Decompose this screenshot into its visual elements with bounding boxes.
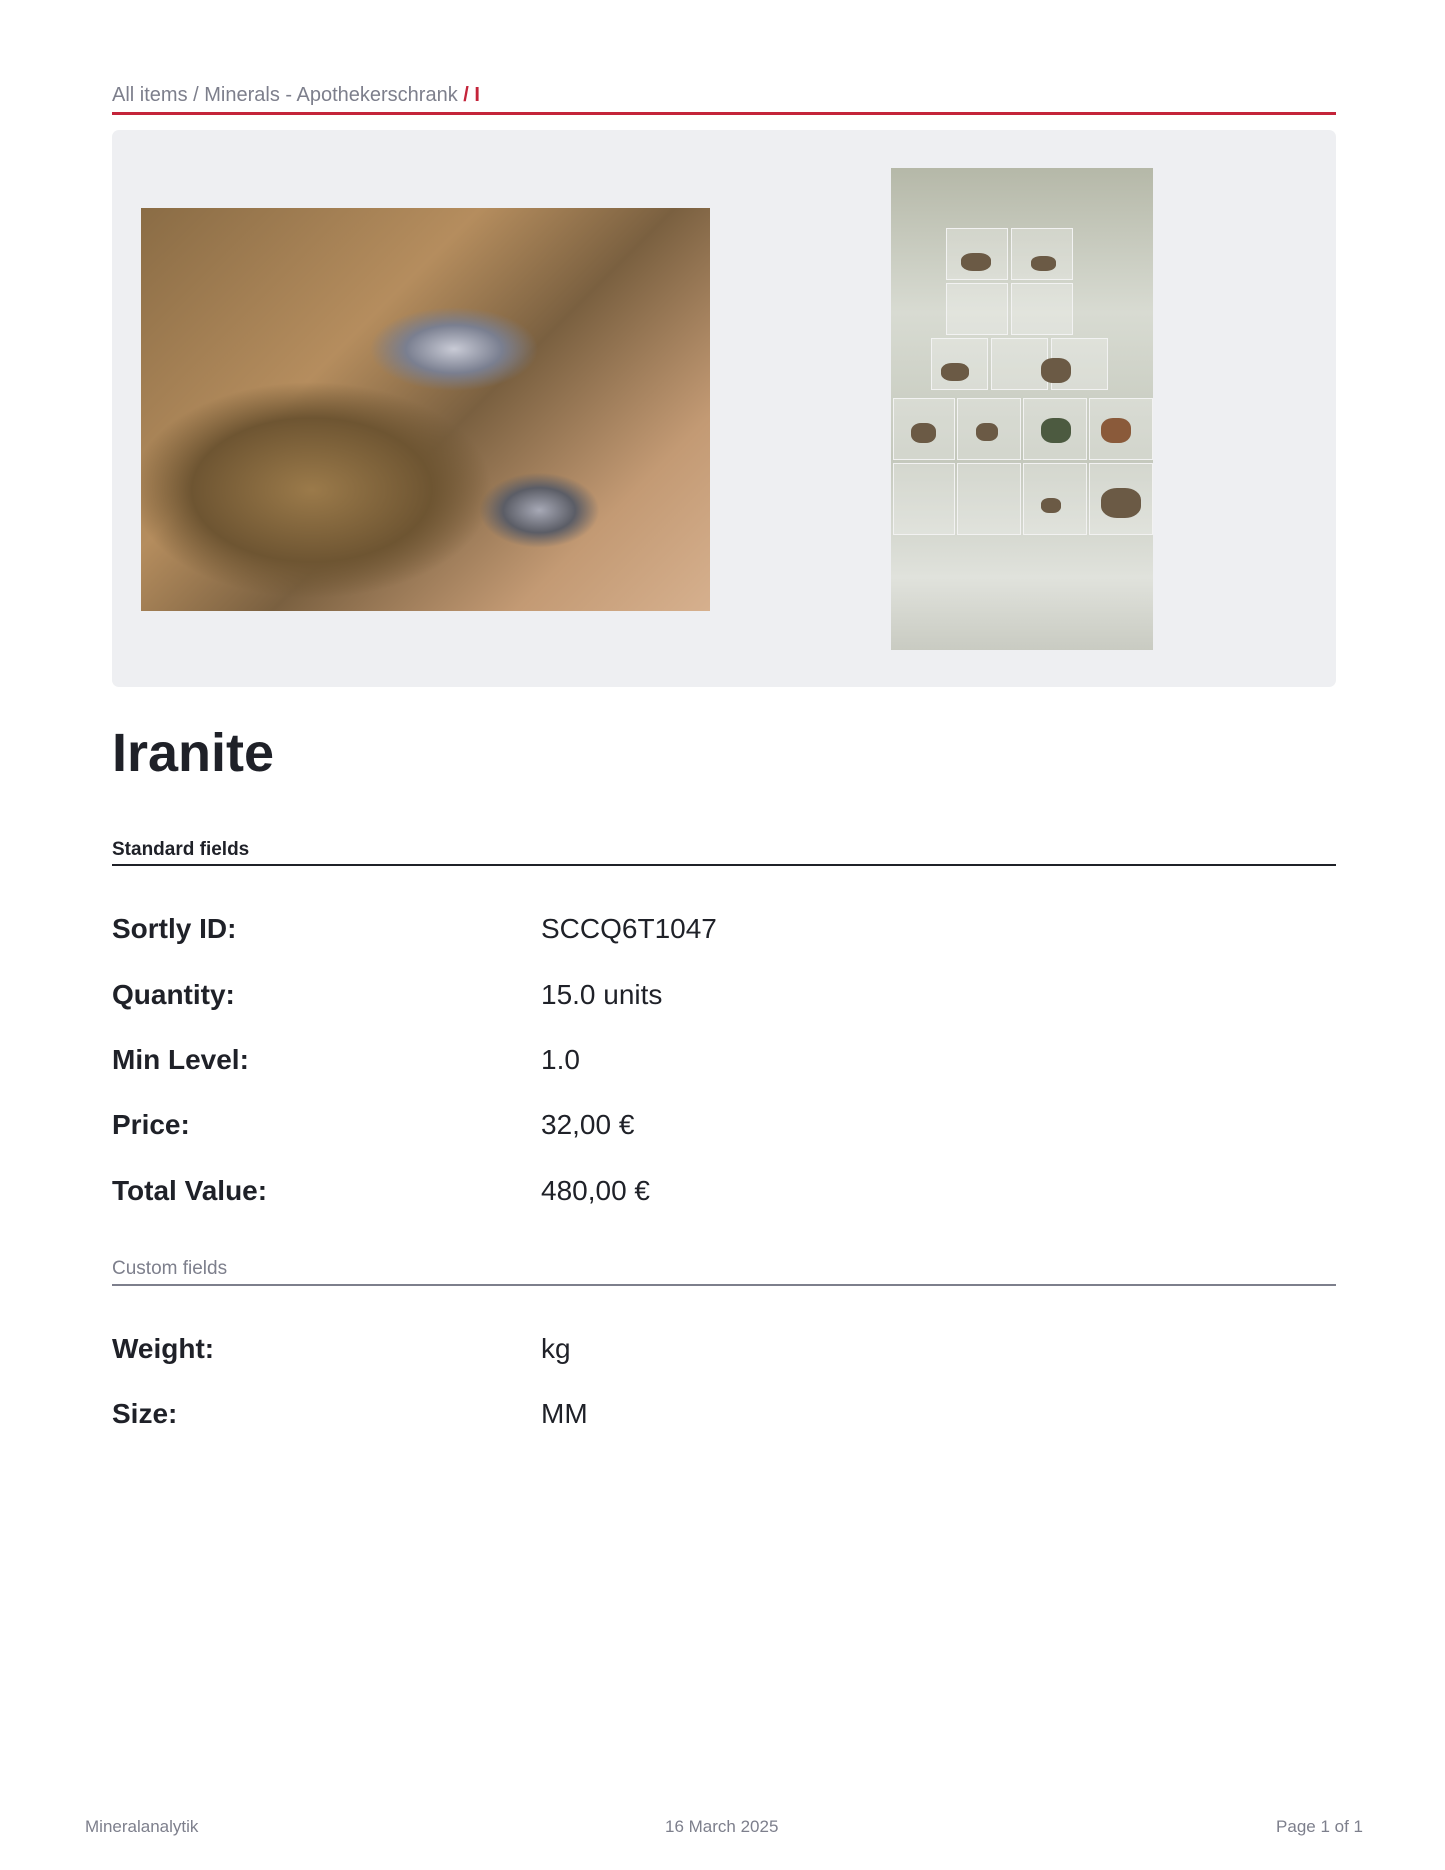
breadcrumb-current: I <box>474 84 480 106</box>
field-label: Min Level: <box>112 1044 249 1075</box>
custom-fields-heading: Custom fields <box>112 1258 228 1279</box>
field-label: Weight: <box>112 1333 215 1364</box>
breadcrumb-separator: / <box>463 84 469 106</box>
standard-fields-heading: Standard fields <box>112 839 250 860</box>
field-label: Size: <box>112 1398 178 1429</box>
section-divider <box>112 864 1336 866</box>
field-value: SCCQ6T1047 <box>541 913 717 944</box>
field-value: 32,00 € <box>541 1109 635 1140</box>
breadcrumb <box>112 84 480 107</box>
field-label: Sortly ID: <box>112 913 237 944</box>
breadcrumb-separator: / <box>193 84 199 106</box>
field-value: 15.0 units <box>541 979 663 1010</box>
field-value: 1.0 <box>541 1044 580 1075</box>
field-value: kg <box>541 1333 571 1364</box>
field-label: Total Value: <box>112 1175 268 1206</box>
item-title: Iranite <box>112 723 275 783</box>
footer-page-number: Page 1 of 1 <box>1276 1817 1363 1836</box>
footer-date: 16 March 2025 <box>665 1817 779 1836</box>
field-label: Quantity: <box>112 979 235 1010</box>
footer-company: Mineralanalytik <box>85 1817 199 1836</box>
breadcrumb-minerals[interactable]: Minerals - Apothekerschrank <box>204 84 458 106</box>
section-divider <box>112 1284 1336 1286</box>
mineral-closeup-photo[interactable] <box>141 208 710 611</box>
breadcrumb-divider <box>112 112 1336 115</box>
mineral-drawer-photo[interactable] <box>891 168 1153 650</box>
field-label: Price: <box>112 1109 190 1140</box>
field-value: MM <box>541 1398 588 1429</box>
breadcrumb-all-items[interactable]: All items <box>112 84 188 106</box>
field-value: 480,00 € <box>541 1175 650 1206</box>
